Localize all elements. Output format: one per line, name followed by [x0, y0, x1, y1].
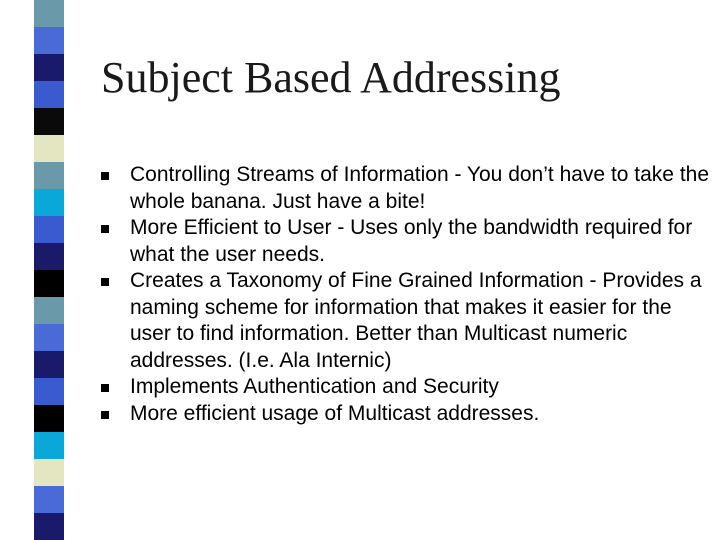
stripe-segment: [34, 189, 64, 216]
stripe-segment: [34, 135, 64, 162]
square-bullet-icon: [101, 225, 109, 233]
stripe-segment: [34, 81, 64, 108]
stripe-segment: [34, 27, 64, 54]
stripe-segment: [34, 405, 64, 432]
stripe-segment: [34, 378, 64, 405]
slide-title: Subject Based Addressing: [101, 53, 561, 102]
stripe-segment: [34, 486, 64, 513]
bullet-item: [98, 401, 710, 428]
bullet-item: [98, 162, 710, 215]
stripe-segment: [34, 270, 64, 297]
stripe-segment: [34, 432, 64, 459]
bullet-text: Creates a Taxonomy of Fine Grained Information - Provides a naming scheme for information that makes it easier for the user to find information. Better than Multicast numeric addresses. (I.e. Ala Internic): [130, 269, 702, 372]
decorative-color-stripe: [34, 0, 64, 540]
bullet-item: [98, 215, 710, 268]
bullet-list: [98, 162, 710, 427]
square-bullet-icon: [101, 384, 109, 392]
bullet-item: [98, 374, 710, 401]
stripe-segment: [34, 108, 64, 135]
stripe-segment: [34, 351, 64, 378]
stripe-segment: [34, 243, 64, 270]
square-bullet-icon: [101, 278, 109, 286]
stripe-segment: [34, 459, 64, 486]
stripe-segment: [34, 297, 64, 324]
stripe-segment: [34, 0, 64, 27]
bullet-text: More Efficient to User - Uses only the bandwidth required for what the user needs.: [130, 216, 693, 266]
square-bullet-icon: [101, 172, 109, 180]
stripe-segment: [34, 54, 64, 81]
bullet-text: Controlling Streams of Information - You don’t have to take the whole banana. Just have a bite!: [130, 163, 710, 213]
stripe-segment: [34, 162, 64, 189]
stripe-segment: [34, 513, 64, 540]
square-bullet-icon: [101, 411, 109, 419]
stripe-segment: [34, 324, 64, 351]
bullet-text: Implements Authentication and Security: [130, 375, 499, 398]
bullet-item: [98, 268, 710, 374]
stripe-segment: [34, 216, 64, 243]
bullet-text: More efficient usage of Multicast addresses.: [130, 401, 540, 425]
